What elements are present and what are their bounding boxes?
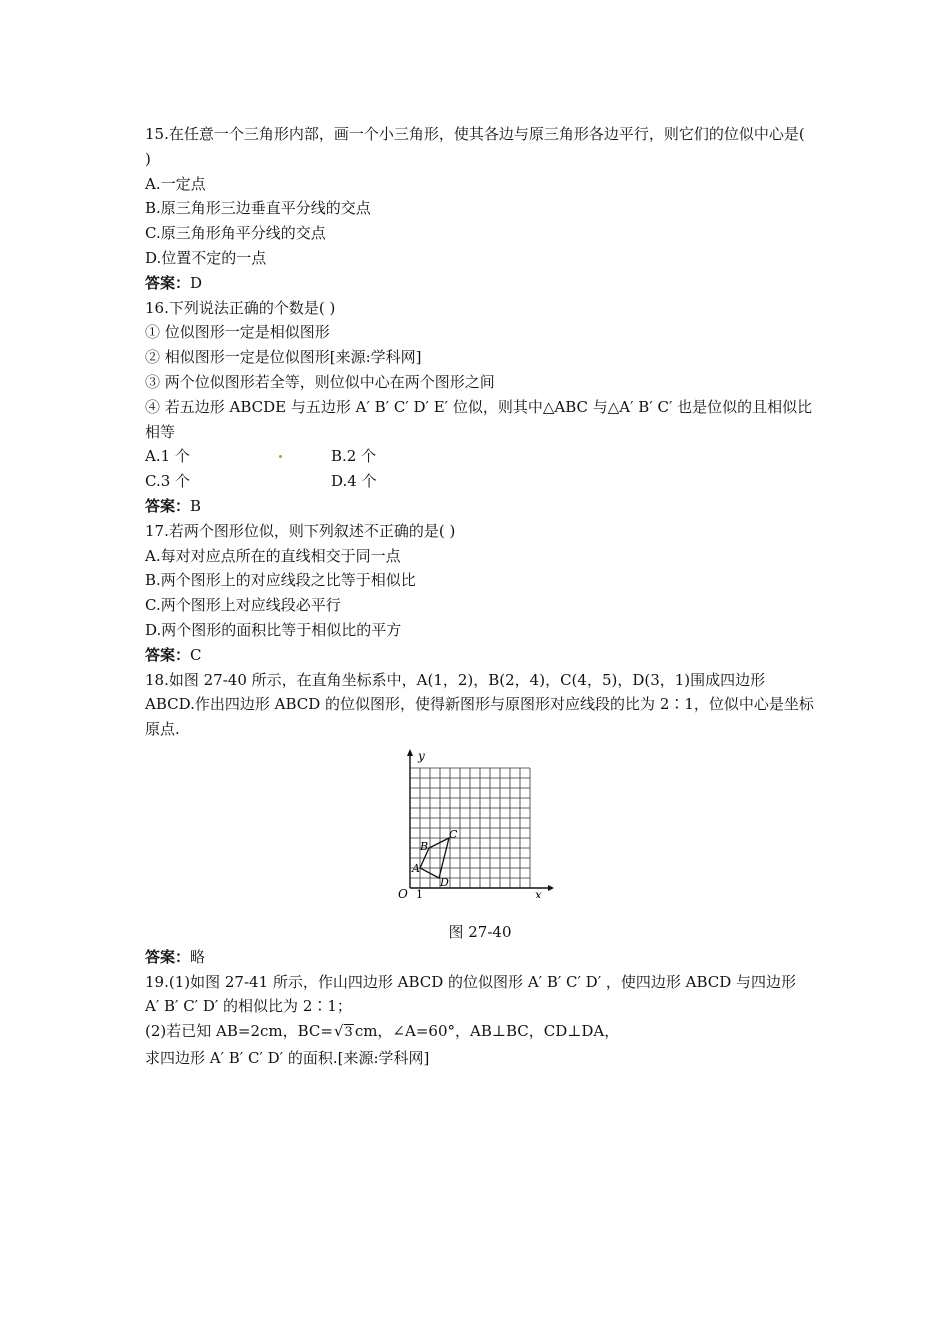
- q19-part-2-before: (2)若已知 AB=2cm，BC=: [145, 1022, 333, 1041]
- point-a-label: A: [412, 861, 420, 875]
- q16-item-3: ③ 两个位似图形若全等，则位似中心在两个图形之间: [145, 372, 495, 391]
- answer-label: 答案：: [145, 496, 191, 515]
- answer-value: C: [190, 645, 202, 664]
- q16-item-2: ② 相似图形一定是位似图形[来源:学科网]: [145, 348, 422, 367]
- stray-dot: [279, 455, 282, 458]
- q15-option-b: B.原三角形三边垂直平分线的交点: [145, 199, 371, 218]
- x-axis-label: x: [535, 887, 542, 898]
- q18-answer: [145, 945, 815, 970]
- sqrt-radicand: 3: [344, 1025, 353, 1041]
- tick-label: 1: [416, 887, 423, 898]
- point-b-label: B: [420, 839, 429, 853]
- q16-item-1: ① 位似图形一定是相似图形: [145, 323, 330, 342]
- q16-options-row-2: [145, 469, 815, 494]
- q17-answer: [145, 643, 815, 668]
- q16-options-row-1: [145, 444, 815, 469]
- q15-option-c: C.原三角形角平分线的交点: [145, 224, 326, 243]
- sqrt-symbol: √3: [333, 1022, 353, 1041]
- origin-label: O: [398, 886, 408, 898]
- question-18-stem: 18.如图 27-40 所示，在直角坐标系中，A(1，2)，B(2，4)，C(4，5)，D(3，1)围成四边形 ABCD.作出四边形 ABCD 的位似图形，使得新图形与原图形对应线段的比为 2∶1，位似中心是坐标原点.: [145, 670, 814, 739]
- question-15-stem: 15.在任意一个三角形内部，画一个小三角形，使其各边与原三角形各边平行，则它们的位似中心是( ): [145, 125, 805, 168]
- answer-label: 答案：: [145, 645, 191, 664]
- q16-option-b: B.2 个: [331, 447, 377, 466]
- question-19-part-3: 求四边形 A′ B′ C′ D′ 的面积.[来源:学科网]: [145, 1048, 430, 1067]
- question-19-part-1: 19.(1)如图 27-41 所示，作山四边形 ABCD 的位似图形 A′ B′ C′ D′ ，使四边形 ABCD 与四边形 A′ B′ C′ D′ 的相似比为 2∶1；: [145, 972, 797, 1016]
- answer-label: 答案：: [145, 947, 191, 966]
- question-16-stem: 16.下列说法正确的个数是( ): [145, 298, 336, 317]
- point-c-label: C: [449, 827, 458, 841]
- q15-option-a: A.一定点: [145, 174, 206, 193]
- q16-option-a: A.1 个: [145, 447, 190, 466]
- q17-option-c: C.两个图形上对应线段必平行: [145, 596, 341, 615]
- question-19-part-2: [145, 1019, 815, 1046]
- q16-option-c: C.3 个: [145, 472, 191, 491]
- y-axis-arrow: [407, 749, 413, 756]
- figure-27-40: [145, 748, 815, 900]
- q17-option-a: A.每对对应点所在的直线相交于同一点: [145, 546, 401, 565]
- figure-caption: 图 27-40: [448, 922, 512, 941]
- answer-value: 略: [190, 947, 206, 966]
- q16-option-d: D.4 个: [331, 472, 377, 491]
- x-axis-arrow: [548, 885, 554, 891]
- grid-lines: [410, 768, 530, 888]
- y-axis-label: y: [418, 748, 425, 763]
- answer-label: 答案：: [145, 273, 191, 292]
- q17-option-d: D.两个图形的面积比等于相似比的平方: [145, 620, 402, 639]
- coordinate-grid-figure: [390, 748, 560, 898]
- question-17-stem: 17.若两个图形位似，则下列叙述不正确的是( ): [145, 521, 456, 540]
- point-d-label: D: [440, 875, 449, 889]
- q15-answer: [145, 271, 815, 296]
- q15-option-d: D.位置不定的一点: [145, 248, 267, 267]
- q16-answer: [145, 494, 815, 519]
- q17-option-b: B.两个图形上的对应线段之比等于相似比: [145, 571, 416, 590]
- document-page: [145, 122, 815, 1071]
- answer-value: D: [190, 273, 203, 292]
- answer-value: B: [190, 496, 202, 515]
- q19-part-2-after: cm，∠A=60°，AB⊥BC，CD⊥DA，: [354, 1022, 620, 1041]
- q16-item-4: ④ 若五边形 ABCDE 与五边形 A′ B′ C′ D′ E′ 位似，则其中△ABC 与△A′ B′ C′ 也是位似的且相似比相等: [145, 397, 813, 441]
